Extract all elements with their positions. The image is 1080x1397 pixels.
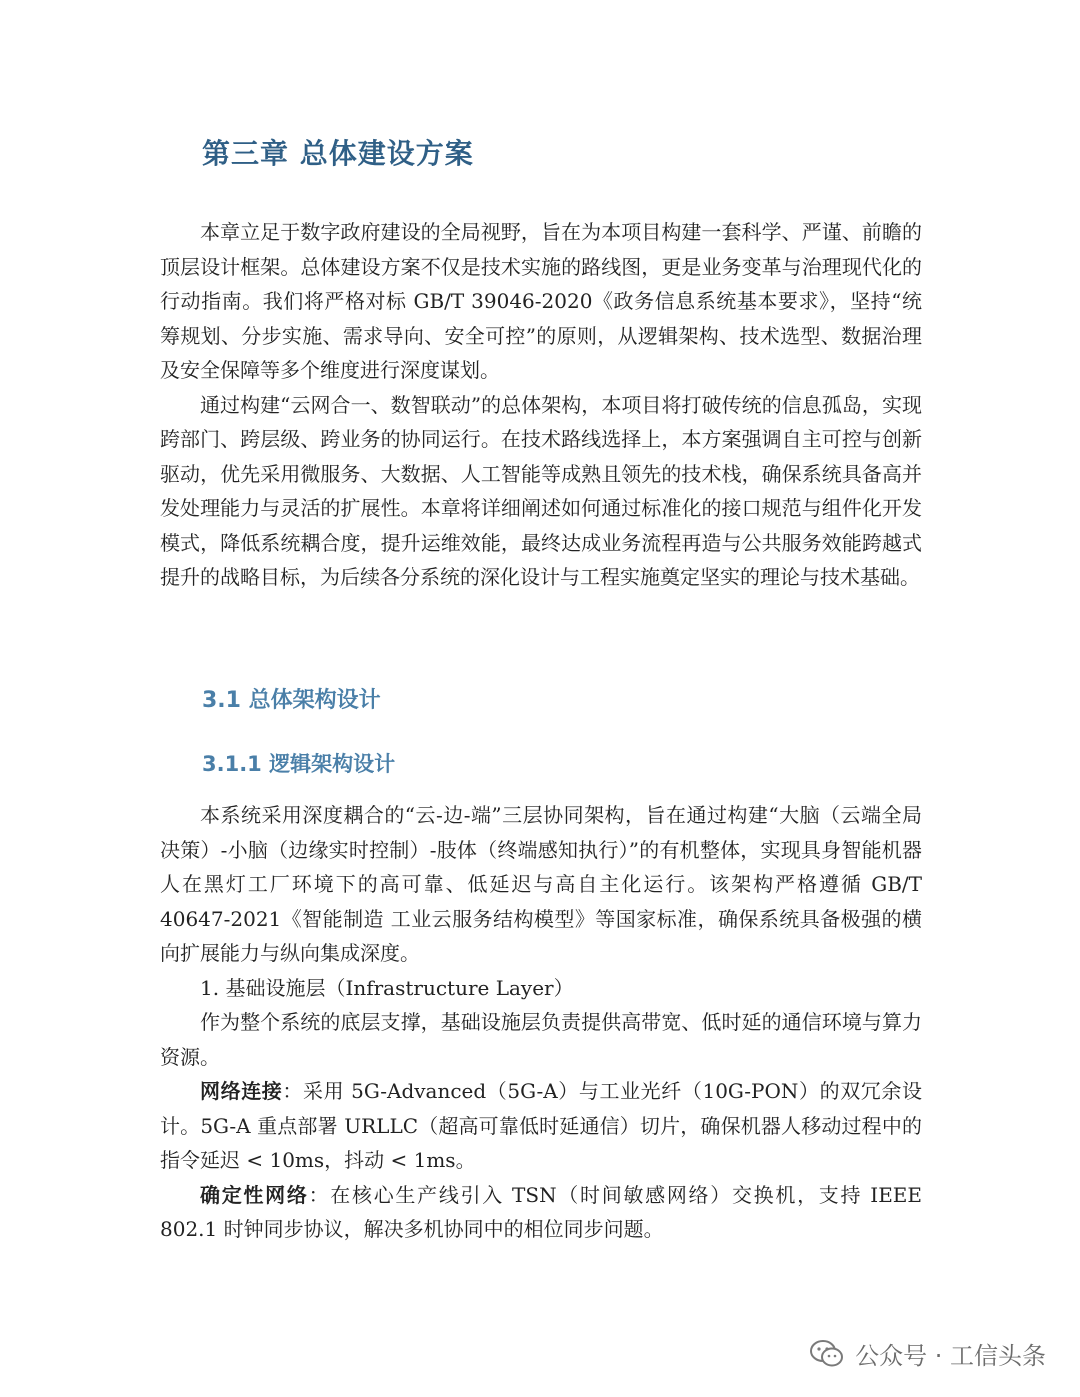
intro-paragraph-1: 本章立足于数字政府建设的全局视野，旨在为本项目构建一套科学、严谨、前瞻的顶层设计框架。总体建设方案不仅是技术实施的路线图，更是业务变革与治理现代化的行动指南。我们将严格对标 GB/T 39046-2020《政务信息系统基本要求》，坚持“统筹规划、分步实施、需求导向、安全可控”的原则，从逻辑架构、技术选型、数据治理及安全保障等多个维度进行深度谋划。	[160, 220, 922, 382]
infrastructure-heading: 1. 基础设施层（Infrastructure Layer）	[200, 975, 574, 1000]
network-label: 网络连接	[200, 1079, 283, 1103]
section-title: 3.1 总体架构设计	[202, 688, 381, 713]
subsection-title: 3.1.1 逻辑架构设计	[202, 752, 396, 776]
network-text: ：采用 5G-Advanced（5G-A）与工业光纤（10G-PON）的双冗余设计。5G-A 重点部署 URLLC（超高可靠低时延通信）切片，确保机器人移动过程中的指令延迟 < 10ms，抖动 < 1ms。	[160, 1079, 922, 1172]
deterministic-paragraph	[160, 1178, 922, 1247]
architecture-section	[160, 798, 922, 1247]
wechat-icon	[809, 1339, 845, 1369]
intro-paragraph-2: 通过构建“云网合一、数智联动”的总体架构，本项目将打破传统的信息孤岛，实现跨部门、跨层级、跨业务的协同运行。在技术路线选择上，本方案强调自主可控与创新驱动，优先采用微服务、大数据、人工智能等成熟且领先的技术栈，确保系统具备高并发处理能力与灵活的扩展性。本章将详细阐述如何通过标准化的接口规范与组件化开发模式，降低系统耦合度，提升运维效能，最终达成业务流程再造与公共服务效能跨越式提升的战略目标，为后续各分系统的深化设计与工程实施奠定坚实的理论与技术基础。	[160, 392, 922, 589]
watermark	[809, 1336, 1046, 1371]
infrastructure-intro: 作为整个系统的底层支撑，基础设施层负责提供高带宽、低时延的通信环境与算力资源。	[160, 1010, 922, 1069]
intro-section	[160, 215, 922, 595]
architecture-paragraph: 本系统采用深度耦合的“云-边-端”三层协同架构，旨在通过构建“大脑（云端全局决策）-小脑（边缘实时控制）-肢体（终端感知执行）”的有机整体，实现具身智能机器人在黑灯工厂环境下的高可靠、低延迟与高自主化运行。该架构严格遵循 GB/T 40647-2021《智能制造 工业云服务结构模型》等国家标准，确保系统具备极强的横向扩展能力与纵向集成深度。	[160, 803, 922, 965]
deterministic-label: 确定性网络	[200, 1182, 309, 1207]
deterministic-text: ：在核心生产线引入 TSN（时间敏感网络）交换机，支持 IEEE 802.1 时钟同步协议，解决多机协同中的相位同步问题。	[160, 1182, 922, 1241]
chapter-title: 第三章 总体建设方案	[202, 137, 474, 170]
watermark-text: 公众号 · 工信头条	[855, 1342, 1046, 1370]
network-paragraph	[160, 1074, 922, 1178]
